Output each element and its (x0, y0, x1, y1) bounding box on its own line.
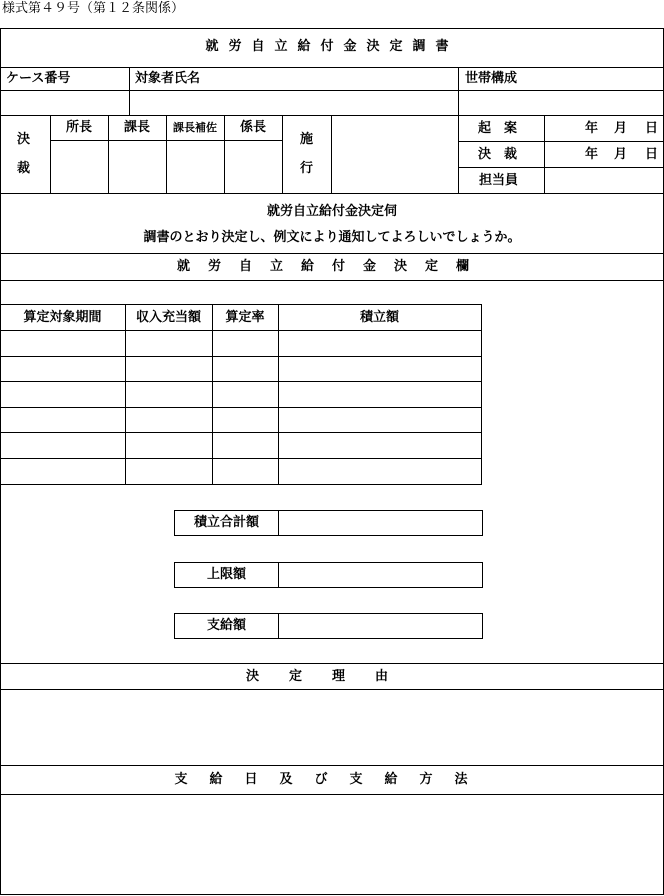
page-title: 就労自立給付金決定調書 (205, 39, 459, 54)
payment-field[interactable] (280, 615, 480, 637)
divider (129, 67, 130, 115)
calc-header-rate: 算定率 (225, 310, 265, 325)
reason-title: 決定理由 (245, 669, 418, 684)
divider (0, 253, 664, 254)
divider (0, 28, 664, 29)
reason-field[interactable] (2, 691, 662, 763)
divider (0, 407, 482, 408)
shiko-label-top: 施 (300, 132, 314, 147)
household-field[interactable] (460, 92, 662, 114)
divider (125, 304, 126, 484)
kian-month: 月 (614, 121, 628, 136)
savings-total-field[interactable] (280, 512, 480, 534)
divider (0, 663, 664, 664)
divider (0, 67, 664, 68)
divider (0, 484, 482, 485)
payment-method-field[interactable] (2, 796, 662, 892)
divider (0, 458, 482, 459)
upper-limit-label: 上限額 (206, 567, 246, 582)
calc-header-savings: 積立額 (359, 310, 399, 325)
divider (458, 167, 664, 168)
case-number-field[interactable] (2, 92, 128, 114)
kian-label: 起 案 (478, 121, 518, 136)
payment-method-title: 支給日及び支給方法 (174, 772, 490, 787)
shiko-label-bottom: 行 (300, 161, 314, 176)
upper-limit-field[interactable] (280, 564, 480, 586)
kian-day: 日 (645, 121, 659, 136)
divider (0, 356, 482, 357)
form-number: 様式第４９号（第１２条関係） (2, 1, 185, 16)
kian-year: 年 (585, 121, 599, 136)
divider (0, 381, 482, 382)
divider (282, 115, 283, 193)
divider (0, 28, 1, 895)
divider (331, 115, 332, 193)
request-body: 調書のとおり決定し、例文により通知してよろしいでしょうか。 (143, 230, 521, 245)
calc-header-period: 算定対象期間 (23, 310, 102, 325)
kessai-month: 月 (614, 147, 628, 162)
kessai-day: 日 (645, 147, 659, 162)
divider (0, 193, 664, 194)
household-label: 世帯構成 (465, 71, 518, 86)
divider (0, 115, 664, 116)
divider (544, 115, 545, 193)
kessai-label-bottom: 裁 (17, 161, 31, 176)
kessai-label-top: 決 (17, 132, 31, 147)
divider (0, 765, 664, 766)
tanto-label: 担当員 (479, 173, 519, 188)
divider (0, 794, 664, 795)
divider (0, 304, 482, 305)
divider (0, 432, 482, 433)
divider (0, 330, 482, 331)
savings-total-label: 積立合計額 (193, 515, 259, 530)
divider (481, 304, 482, 484)
request-title: 就労自立給付金決定伺 (266, 204, 397, 219)
kessai-date-label: 決 裁 (478, 147, 518, 162)
payment-label: 支給額 (206, 618, 246, 633)
divider (212, 304, 213, 484)
divider (0, 280, 664, 281)
calc-header-income: 収入充当額 (135, 310, 201, 325)
subject-name-label: 対象者氏名 (135, 71, 201, 86)
divider (0, 894, 664, 895)
divider (0, 689, 664, 690)
divider (278, 304, 279, 484)
role-subsection-chief: 係長 (239, 120, 266, 135)
role-assistant-chief: 課長補佐 (173, 121, 217, 134)
case-number-label: ケース番号 (6, 71, 71, 86)
role-director: 所長 (65, 120, 92, 135)
role-section-chief: 課長 (123, 120, 150, 135)
kessai-year: 年 (585, 147, 599, 162)
divider (0, 90, 664, 91)
divider (458, 141, 664, 142)
subject-name-field[interactable] (131, 92, 457, 114)
divider (458, 67, 459, 193)
decision-section-title: 就労自立給付金決定欄 (176, 259, 487, 274)
